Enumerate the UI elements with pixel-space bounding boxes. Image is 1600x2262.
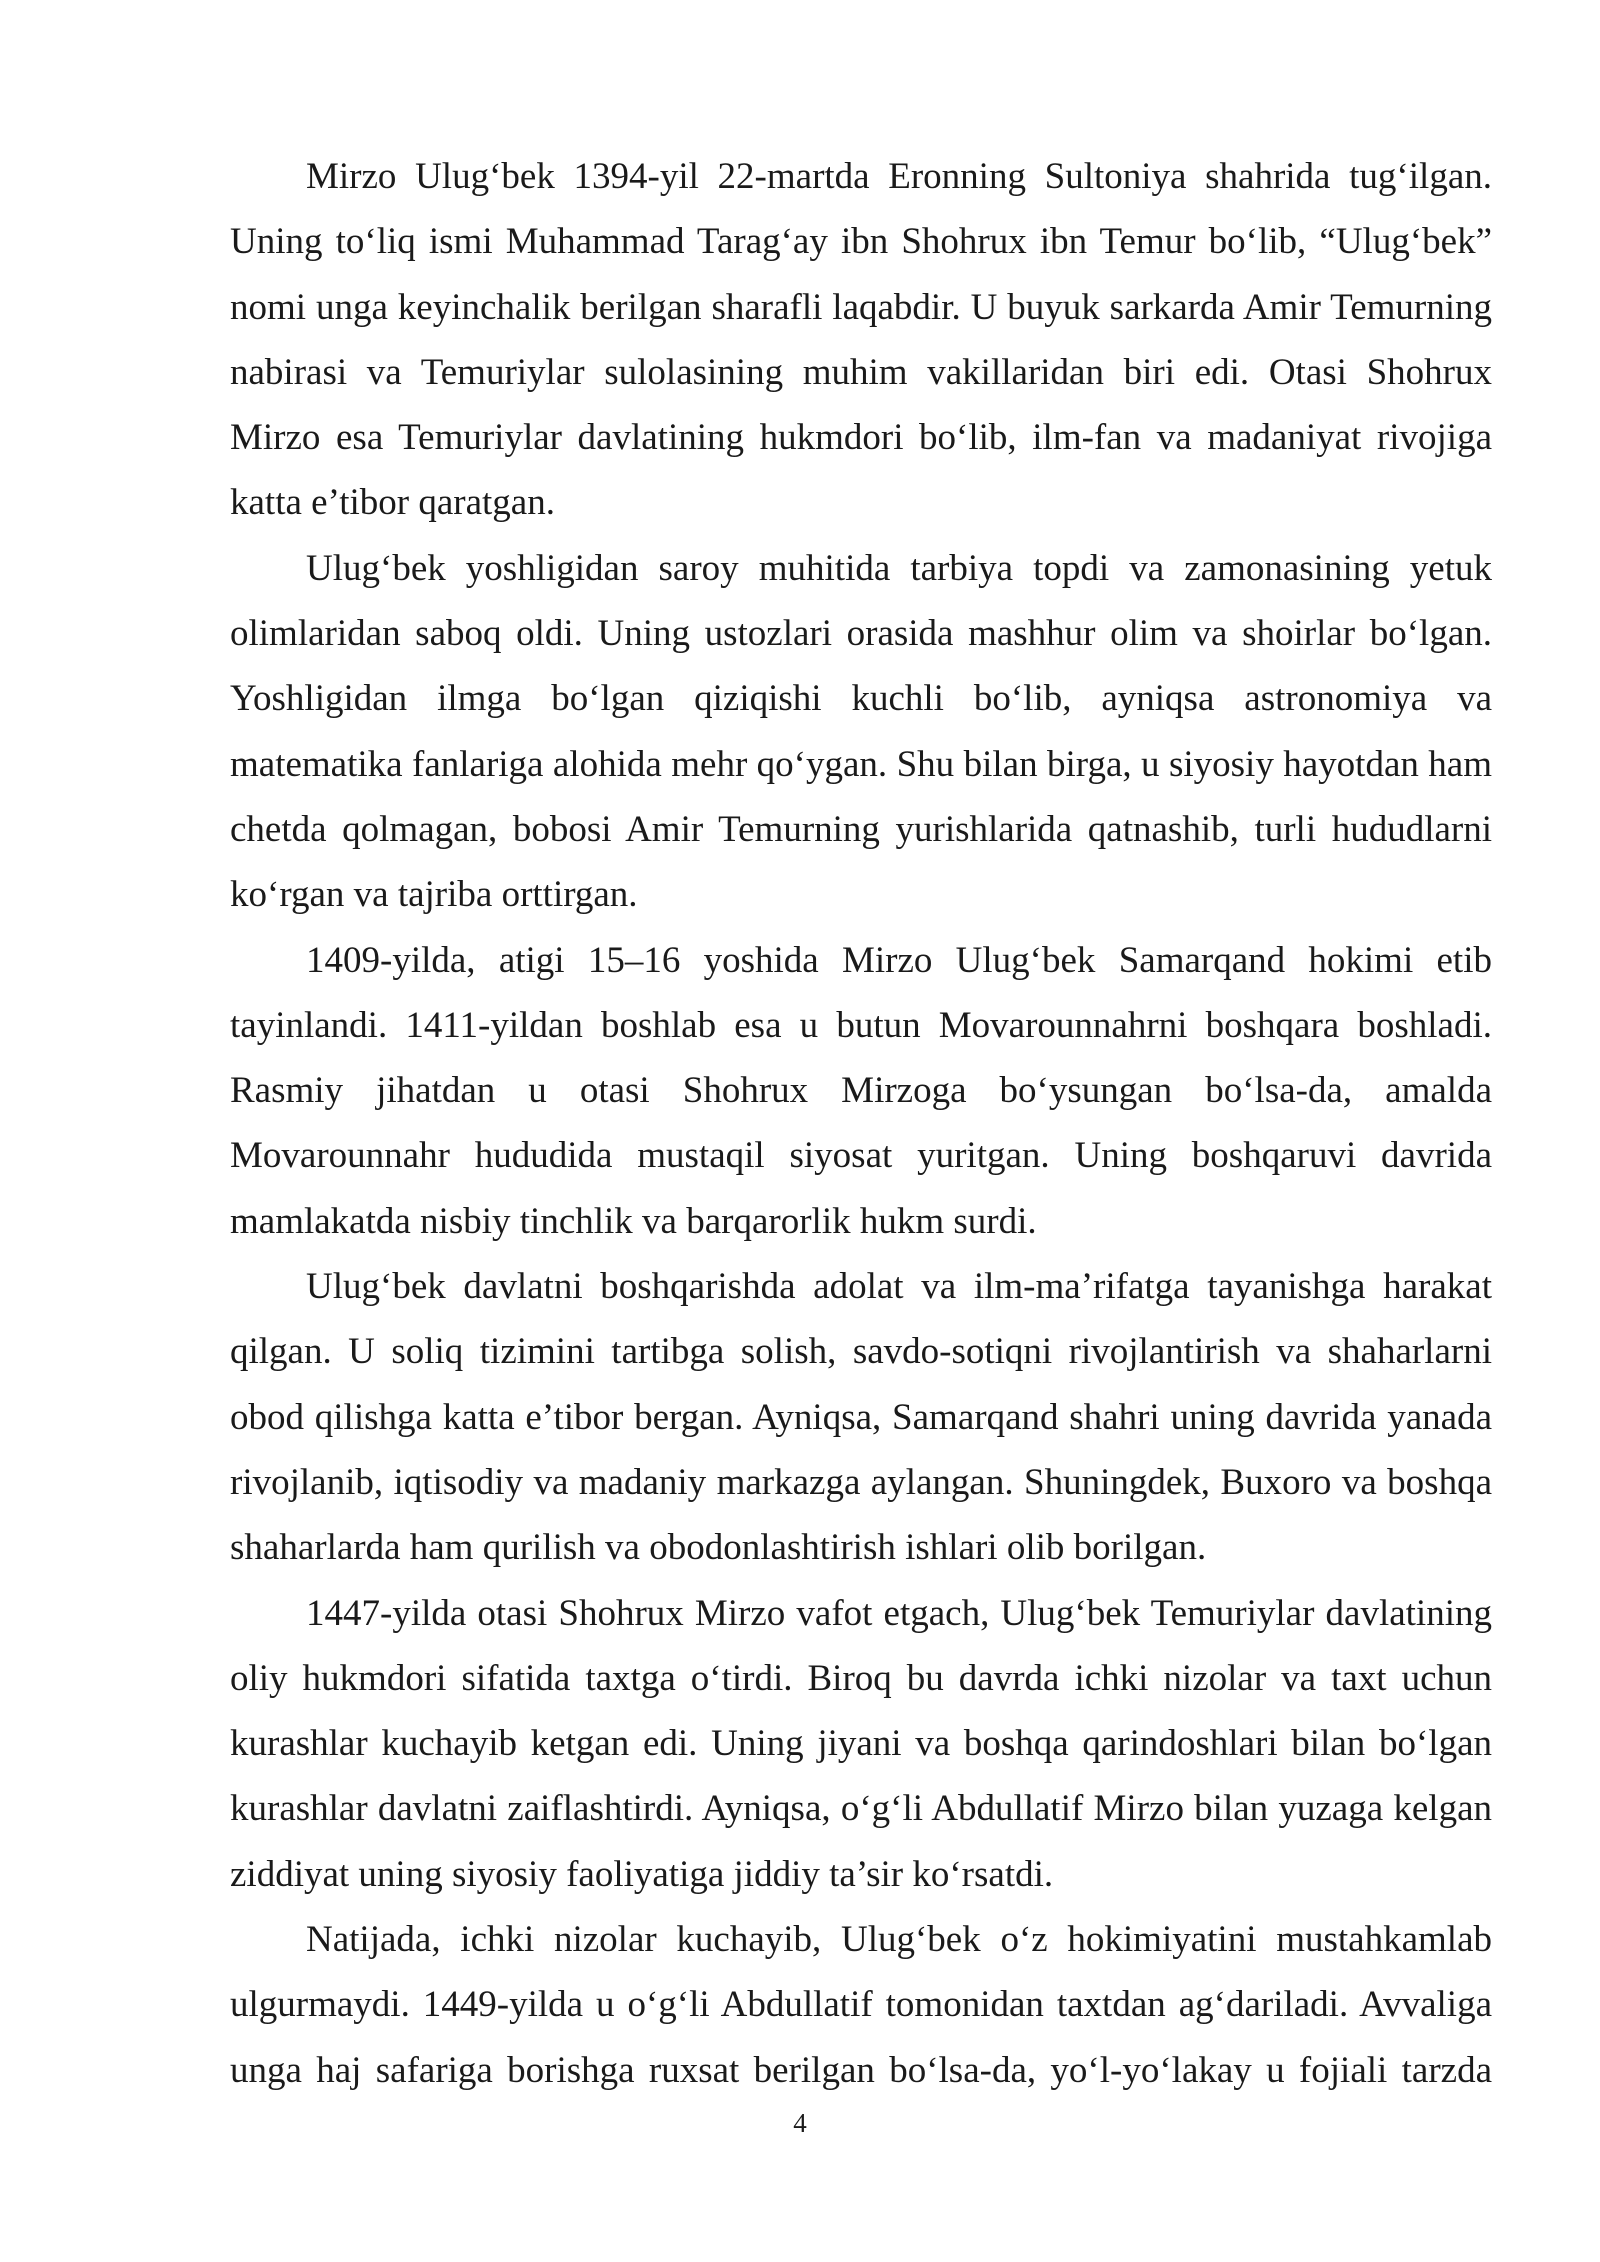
document-body: [230, 144, 1492, 2103]
paragraph: 1447-yilda otasi Shohrux Mirzo vafot etgach, Ulug‘bek Temuriylar davlatining oliy hukmdori sifatida taxtga o‘tirdi. Biroq bu davrda ichki nizolar va taxt uchun kurashlar kuchayib ketgan edi. Uning jiyani va boshqa qarindoshlari bilan bo‘lgan kurashlar davlatni zaiflashtirdi. Ayniqsa, o‘g‘li Abdullatif Mirzo bilan yuzaga kelgan ziddiyat uning siyosiy faoliyatiga jiddiy ta’sir ko‘rsatdi.: [230, 1592, 1492, 1895]
paragraph-last: Natijada, ichki nizolar kuchayib, Ulug‘bek o‘z hokimiyatini mustahkamlab ulgurmaydi. 1449-yilda u o‘g‘li Abdullatif tomonidan taxtdan ag‘dariladi. Avvaliga unga haj safariga borishga ruxsat berilgan bo‘lsa-da, yo‘l-yo‘lakay u fojiali tarzda: [230, 1919, 1492, 2091]
paragraph: Ulug‘bek davlatni boshqarishda adolat va ilm-ma’rifatga tayanishga harakat qilgan. U soliq tizimini tartibga solish, savdo-sotiqni rivojlantirish va shaharlarni obod qilishga katta e’tibor bergan. Ayniqsa, Samarqand shahri uning davrida yanada rivojlanib, iqtisodiy va madaniy markazga aylangan. Shuningdek, Buxoro va boshqa shaharlarda ham qurilish va obodonlashtirish ishlari olib borilgan.: [230, 1266, 1492, 1569]
paragraph: Ulug‘bek yoshligidan saroy muhitida tarbiya topdi va zamonasining yetuk olimlaridan saboq oldi. Uning ustozlari orasida mashhur olim va shoirlar bo‘lgan. Yoshligidan ilmga bo‘lgan qiziqishi kuchli bo‘lib, ayniqsa astronomiya va matematika fanlariga alohida mehr qo‘ygan. Shu bilan birga, u siyosiy hayotdan ham chetda qolmagan, bobosi Amir Temurning yurishlarida qatnashib, turli hududlarni ko‘rgan va tajriba orttirgan.: [230, 547, 1492, 916]
page-number: 4: [793, 2108, 807, 2138]
paragraph: 1409-yilda, atigi 15–16 yoshida Mirzo Ulug‘bek Samarqand hokimi etib tayinlandi. 1411-yildan boshlab esa u butun Movarounnahrni boshqara boshladi. Rasmiy jihatdan u otasi Shohrux Mirzoga bo‘ysungan bo‘lsa-da, amalda Movarounnahr hududida mustaqil siyosat yuritgan. Uning boshqaruvi davrida mamlakatda nisbiy tinchlik va barqarorlik hukm surdi.: [230, 939, 1492, 1242]
paragraph: Mirzo Ulug‘bek 1394-yil 22-martda Eronning Sultoniya shahrida tug‘ilgan. Uning to‘liq ismi Muhammad Tarag‘ay ibn Shohrux ibn Temur bo‘lib, “Ulug‘bek” nomi unga keyinchalik berilgan sharafli laqabdir. U buyuk sarkarda Amir Temurning nabirasi va Temuriylar sulolasining muhim vakillaridan biri edi. Otasi Shohrux Mirzo esa Temuriylar davlatining hukmdori bo‘lib, ilm-fan va madaniyat rivojiga katta e’tibor qaratgan.: [230, 156, 1492, 524]
